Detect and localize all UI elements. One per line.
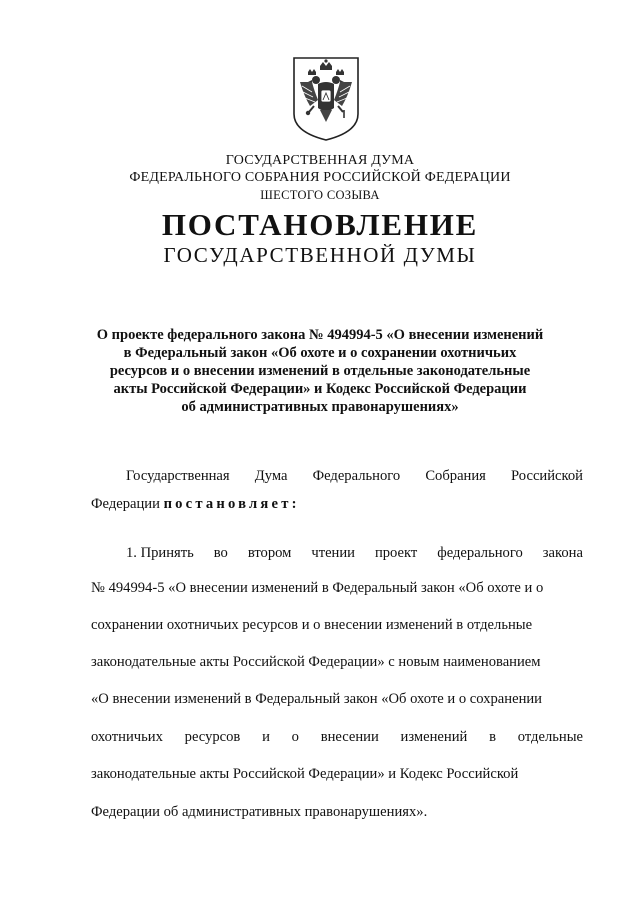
word: в: [489, 729, 497, 745]
subject-line: в Федеральный закон «Об охоте и о сохранении охотничьих: [123, 345, 517, 361]
word: и: [262, 729, 270, 745]
word: 1. Принять: [126, 545, 194, 561]
paragraph1-line5: «О внесении изменений в Федеральный закон «Об охоте и о сохранении: [91, 691, 542, 707]
word: отдельные: [517, 729, 583, 745]
document-subtitle: ГОСУДАРСТВЕННОЙ ДУМЫ: [163, 243, 477, 267]
word: федерального: [437, 545, 523, 561]
colon: :: [291, 496, 297, 512]
document-title: ПОСТАНОВЛЕНИЕ: [161, 207, 479, 242]
subject-line: об административных правонарушениях»: [181, 399, 459, 415]
subject-line: ресурсов и о внесении изменений в отдельные законодательные: [109, 363, 531, 379]
coat-of-arms-icon: [290, 56, 362, 142]
word: охотничьих: [91, 729, 163, 745]
paragraph1-line1: [126, 545, 583, 562]
word: Федерального: [312, 468, 401, 484]
preamble-line2: [91, 496, 583, 513]
paragraph1-line4: законодательные акты Российской Федерации» с новым наименованием: [91, 654, 541, 670]
word: Дума: [254, 468, 288, 484]
word: Федерации: [91, 496, 160, 512]
paragraph1-line7: законодательные акты Российской Федерации» и Кодекс Российской: [91, 766, 519, 782]
word: изменений: [400, 729, 468, 745]
paragraph1-line3: сохранении охотничьих ресурсов и о внесении изменений в отдельные: [91, 617, 533, 633]
subject-line: акты Российской Федерации» и Кодекс Российской Федерации: [113, 381, 527, 397]
word: Собрания: [425, 468, 486, 484]
paragraph1-line6: [91, 729, 583, 746]
word: ресурсов: [184, 729, 241, 745]
word: во: [213, 545, 228, 561]
word: втором: [247, 545, 292, 561]
org-name-line1: ГОСУДАРСТВЕННАЯ ДУМА: [225, 153, 415, 168]
word: Российской: [511, 468, 583, 484]
subject-line: О проекте федерального закона № 494994-5 «О внесении изменений: [96, 327, 544, 343]
resolves-word: постановляет: [163, 496, 292, 512]
convocation-line: ШЕСТОГО СОЗЫВА: [260, 188, 380, 202]
word: внесении: [320, 729, 379, 745]
org-name-line2: ФЕДЕРАЛЬНОГО СОБРАНИЯ РОССИЙСКОЙ ФЕДЕРАЦИИ: [129, 170, 511, 185]
word: о: [291, 729, 299, 745]
preamble-line1: [126, 468, 583, 485]
word: Государственная: [126, 468, 230, 484]
word: проект: [374, 545, 418, 561]
word: чтении: [311, 545, 355, 561]
paragraph1-line2: № 494994-5 «О внесении изменений в Федеральный закон «Об охоте и о: [91, 580, 544, 596]
word: закона: [542, 545, 583, 561]
paragraph1-line8: Федерации об административных правонарушениях».: [91, 804, 428, 820]
